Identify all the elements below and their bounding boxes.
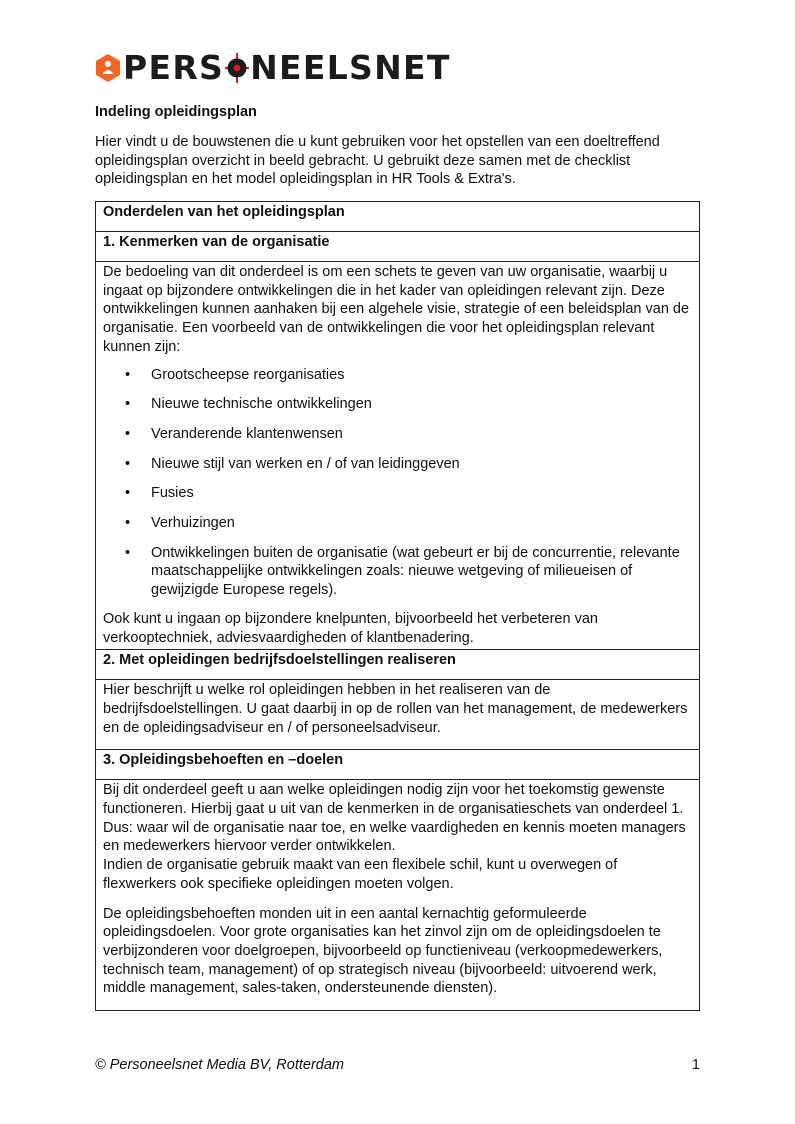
section1-paragraph-2: Ook kunt u ingaan op bijzondere knelpunten, bijvoorbeeld het verbeteren van verkooptechniek, adviesvaardigheden of klantbenadering. xyxy=(103,610,598,646)
table-row xyxy=(96,780,700,1011)
page-number: 1 xyxy=(691,1057,700,1073)
table-row xyxy=(96,680,700,750)
section2-body xyxy=(96,680,700,750)
section3-heading: 3. Opleidingsbehoeften en –doelen xyxy=(96,750,700,780)
section2-heading: 2. Met opleidingen bedrijfsdoelstellingen realiseren xyxy=(96,650,700,680)
list-item: • Grootscheepse reorganisaties xyxy=(103,366,692,385)
section1-body xyxy=(96,262,700,650)
footer-copyright: © Personeelsnet Media BV, Rotterdam xyxy=(95,1057,344,1073)
logo-wordmark xyxy=(123,50,451,86)
intro-paragraph: Hier vindt u de bouwstenen die u kunt gebruiken voor het opstellen van een doeltreffend opleidingsplan overzicht in beeld gebracht. U gebruikt deze samen met de checklist opleidingsplan en het model opleidingsplan in HR Tools & Extra's. xyxy=(95,134,660,188)
table-header: Onderdelen van het opleidingsplan xyxy=(96,202,700,232)
table-row xyxy=(96,750,700,780)
table-row xyxy=(96,262,700,650)
personeelsnet-logo xyxy=(95,50,451,86)
document-title: Indeling opleidingsplan xyxy=(95,104,257,120)
plan-table xyxy=(95,201,700,1011)
section2-paragraph: Hier beschrijft u welke rol opleidingen hebben in het realiseren van de bedrijfsdoelstellingen. U gaat daarbij in op de rollen van het management, de medewerkers en de opleidingsadviseur en / of personeelsadviseur. xyxy=(103,682,688,736)
list-item: • Veranderende klantenwensen xyxy=(103,425,692,444)
section3-paragraph-2: De opleidingsbehoeften monden uit in een aantal kernachtig geformuleerde opleidingsdoelen. Voor grote organisaties kan het zinvol zijn om de opleidingsdoelen te verbijzonderen voor doelgroepen, bijvoorbeeld op functieniveau (verkoopmedewerkers, technisch team, management) of op strategisch niveau (bijvoorbeeld: uitvoerend werk, middle management, sales-taken, ondersteunende diensten). xyxy=(103,905,663,997)
list-item: • Nieuwe technische ontwikkelingen xyxy=(103,395,692,414)
developments-list xyxy=(103,366,692,600)
section3-paragraph: Bij dit onderdeel geeft u aan welke opleidingen nodig zijn voor het toekomstig gewenste functioneren. Hierbij gaat u uit van de kenmerken in de organisatieschets van onderdeel 1. Dus: waar wil de organisatie naar toe, en welke vaardigheden en kennis moeten managers en medewerkers hiervoor verder ontwikkelen. xyxy=(103,782,686,855)
hexagon-person-icon xyxy=(95,53,121,83)
list-item: • Verhuizingen xyxy=(103,514,692,533)
section3-paragraph-flex: Indien de organisatie gebruik maakt van een flexibele schil, kunt u overwegen of flexwerkers ook specifieke opleidingen moeten volgen. xyxy=(103,857,618,892)
list-item: • Ontwikkelingen buiten de organisatie (wat gebeurt er bij de concurrentie, relevante maatschappelijke ontwikkelingen zoals: nieuwe wetgeving of milieueisen of gewijzigde Europese regels). xyxy=(103,544,692,600)
list-item: • Nieuwe stijl van werken en / of van leidinggeven xyxy=(103,455,692,474)
logo-text-end: NEELSNET xyxy=(250,48,451,87)
logo-text-start: PERS xyxy=(123,48,225,87)
list-item: • Fusies xyxy=(103,484,692,503)
section1-heading: 1. Kenmerken van de organisatie xyxy=(96,232,700,262)
table-row xyxy=(96,232,700,262)
section3-body xyxy=(96,780,700,1011)
section1-paragraph: De bedoeling van dit onderdeel is om een schets te geven van uw organisatie, waarbij u ingaat op bijzondere ontwikkelingen die in het kader van opleidingen relevant zijn. Deze ontwikkelingen kunnen aanhaken bij een algehele visie, strategie of een beleidsplan van de organisatie. Een voorbeeld van de ontwikkelingen die voor het opleidingsplan relevant kunnen zijn: xyxy=(103,264,690,355)
table-row xyxy=(96,202,700,232)
target-o-icon xyxy=(225,53,249,83)
table-row xyxy=(96,650,700,680)
